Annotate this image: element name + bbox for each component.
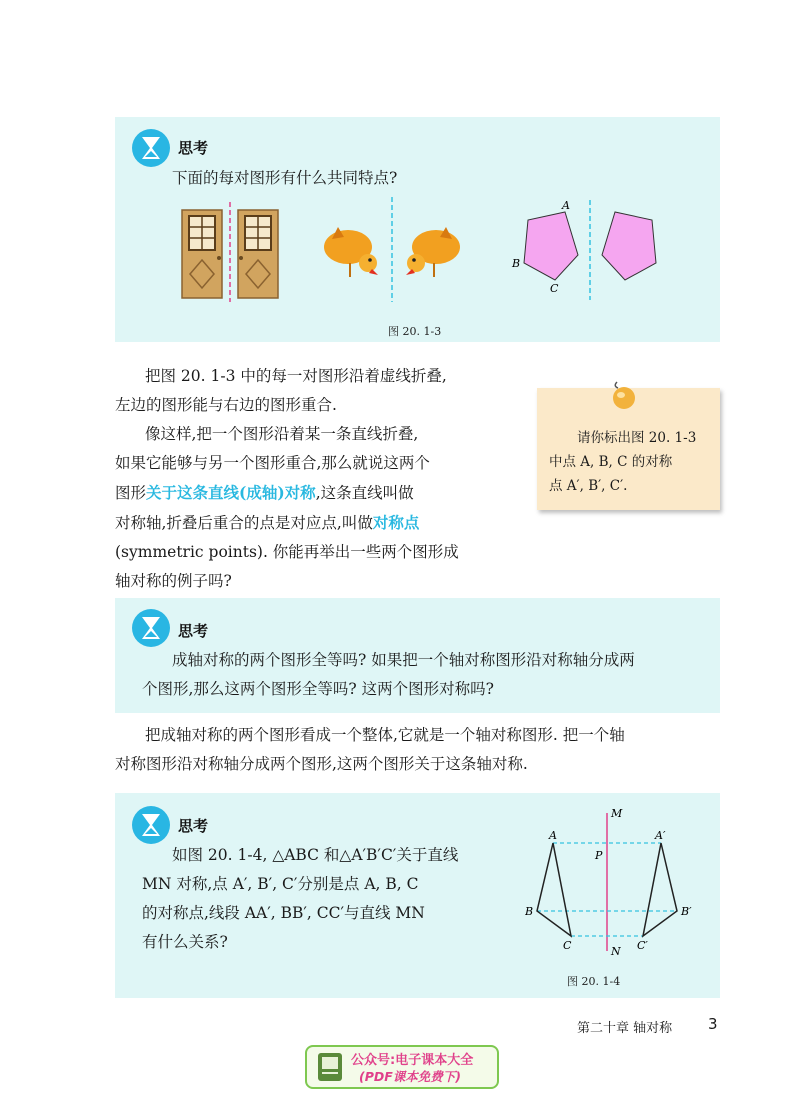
para2-line3-pre: 图形 [115,484,147,502]
figure-caption-1: 图 20. 1-3 [388,325,442,338]
para2-line3-post: ,这条直线叫做 [315,484,414,502]
chicken-left-icon [324,227,378,277]
pentagon-pair-figure [510,200,670,300]
label-a-prime: A′ [655,829,666,842]
think-title-3: 思考 [178,817,209,835]
think3-line4: 有什么关系? [142,933,228,951]
think-question-1: 下面的每对图形有什么共同特点? [172,169,398,187]
pentagon-right [602,212,656,280]
think2-line2: 个图形,那么这两个图形全等吗? 这两个图形对称吗? [142,680,494,698]
para2-line1: 像这样,把一个图形沿着某一条直线折叠, [145,425,419,443]
hourglass-icon [131,608,171,648]
think2-line1: 成轴对称的两个图形全等吗? 如果把一个轴对称图形沿对称轴分成两 [172,651,635,669]
triangle-a2b2c2 [643,843,677,936]
chicken-pair-figure [320,197,465,302]
triangle-reflection-figure [525,803,710,958]
label-c: C [550,282,559,295]
para1-line1: 把图 20. 1-3 中的每一对图形沿着虚线折叠, [145,367,447,385]
para1-line2: 左边的图形能与右边的图形重合. [115,396,337,414]
para2-line3 [115,478,515,508]
think3-line1: 如图 20. 1-4, △ABC 和△A′B′C′关于直线 [172,846,459,864]
chicken-right-icon [406,227,460,277]
para2-line6: 轴对称的例子吗? [115,572,232,590]
triangle-abc [537,843,571,936]
paragraph-3 [115,721,720,779]
label-m: M [611,807,623,820]
door-left-icon [182,210,222,298]
book-icon [315,1051,345,1083]
note-line2: 中点 A, B, C 的对称 [549,454,673,470]
think-box-1 [115,117,720,342]
door-pair-figure [180,202,295,302]
note-line3: 点 A′, B′, C′. [549,478,628,494]
think-title-2: 思考 [178,622,209,640]
label-b: B [512,257,521,270]
figure-caption-2: 图 20. 1-4 [567,975,621,988]
para2-line4-pre: 对称轴,折叠后重合的点是对应点,叫做 [115,514,373,532]
label-c-prime: C′ [637,939,648,952]
think-box-3 [115,793,720,998]
label-c: C [563,939,572,952]
label-p: P [595,849,603,862]
pentagon-left [524,212,578,280]
para3-line1: 把成轴对称的两个图形看成一个整体,它就是一个轴对称图形. 把一个轴 [145,726,625,744]
watermark-line2: (PDF课本免费下) [359,1069,462,1084]
label-b: B [525,905,534,918]
pushpin-icon [609,380,639,412]
label-a: A [562,200,570,212]
think3-text [142,841,522,957]
label-b-prime: B′ [681,905,692,918]
note-line1: 请你标出图 20. 1-3 [577,430,697,446]
para2-line2: 如果它能够与另一个图形重合,那么就说这两个 [115,454,430,472]
para2-line5: (symmetric points). 你能再举出一些两个图形成 [115,543,459,561]
label-a: A [549,829,557,842]
para2-line4 [115,508,515,538]
think-box-2 [115,598,720,713]
term-axis-symmetric: 关于这条直线(成轴)对称 [146,483,316,502]
think-title-1: 思考 [178,139,209,157]
hourglass-icon [131,805,171,845]
watermark-badge [305,1045,499,1089]
label-n: N [611,945,621,958]
door-right-icon [238,210,278,298]
side-note [537,388,720,510]
think3-line3: 的对称点,线段 AA′, BB′, CC′与直线 MN [142,904,425,922]
watermark-line1: 公众号:电子课本大全 [351,1053,474,1068]
chapter-label: 第二十章 轴对称 [577,1021,673,1036]
paragraph-1 [115,362,515,596]
para3-line2: 对称图形沿对称轴分成两个图形,这两个图形关于这条轴对称. [115,755,528,773]
term-symmetric-point: 对称点 [372,513,420,532]
page-number: 3 [708,1015,718,1033]
think2-text [142,646,712,704]
think3-line2: MN 对称,点 A′, B′, C′分别是点 A, B, C [142,875,419,893]
hourglass-icon [131,128,171,168]
